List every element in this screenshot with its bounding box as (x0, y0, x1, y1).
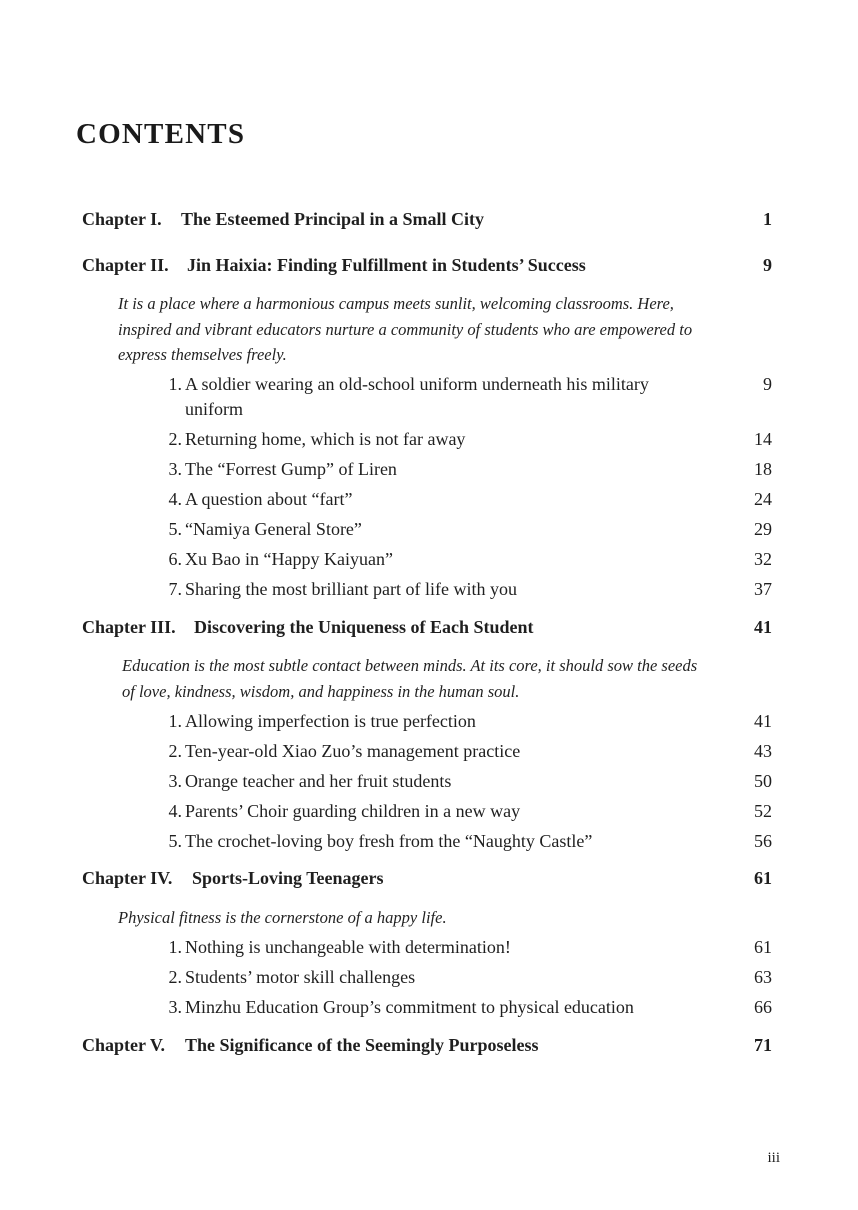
chapter-epigraph: It is a place where a harmonious campus meets sunlit, welcoming classrooms. Here, inspired and vibrant educators nurture a community of students who are empowered to express themselves freely. (118, 294, 693, 364)
chapter-label: Chapter III. (82, 617, 176, 637)
page-number: 1 (763, 209, 772, 229)
section-number: 1. (168, 374, 182, 394)
chapter-label: Chapter IV. (82, 868, 173, 888)
section-number: 5. (168, 831, 182, 851)
section-number: 2. (168, 741, 182, 761)
page-number: 24 (754, 489, 772, 509)
section-number: 4. (168, 489, 182, 509)
section-title: Ten-year-old Xiao Zuo’s management practice (185, 741, 521, 761)
section-title: A soldier wearing an old-school uniform underneath his military uniform (185, 374, 649, 419)
page-number: 41 (754, 617, 772, 637)
section-number: 2. (168, 429, 182, 449)
section-title: Nothing is unchangeable with determination! (185, 937, 511, 957)
section-title: Minzhu Education Group’s commitment to physical education (185, 997, 634, 1017)
page-folio: iii (767, 1150, 780, 1166)
page-number: 63 (754, 967, 772, 987)
section-title: Orange teacher and her fruit students (185, 771, 452, 791)
chapter-title: The Esteemed Principal in a Small City (181, 209, 484, 229)
chapter-label: Chapter I. (82, 209, 162, 229)
chapter-title: Sports-Loving Teenagers (192, 868, 384, 888)
page-number: 56 (754, 831, 772, 851)
chapter-label: Chapter V. (82, 1035, 166, 1055)
page-number: 61 (754, 868, 772, 888)
section-title: Allowing imperfection is true perfection (185, 711, 476, 731)
chapter-title: Jin Haixia: Finding Fulfillment in Students’ Success (187, 255, 586, 275)
page-number: 43 (754, 741, 772, 761)
section-number: 1. (168, 711, 182, 731)
section-title: Sharing the most brilliant part of life with you (185, 579, 517, 599)
section-title: A question about “fart” (185, 489, 353, 509)
page-number: 41 (754, 711, 772, 731)
page-number: 14 (754, 429, 772, 449)
page-number: 9 (763, 255, 772, 275)
chapter-epigraph: Physical fitness is the cornerstone of a happy life. (118, 908, 447, 927)
chapter-title: Discovering the Uniqueness of Each Student (194, 617, 534, 637)
page-number: 18 (754, 459, 772, 479)
section-number: 7. (168, 579, 182, 599)
page-number: 71 (754, 1035, 772, 1055)
page-number: 50 (754, 771, 772, 791)
section-number: 2. (168, 967, 182, 987)
section-title: Parents’ Choir guarding children in a new way (185, 801, 521, 821)
section-number: 1. (168, 937, 182, 957)
page-number: 32 (754, 549, 772, 569)
section-title: The “Forrest Gump” of Liren (185, 459, 397, 479)
chapter-label: Chapter II. (82, 255, 169, 275)
section-number: 3. (168, 459, 182, 479)
chapter-epigraph: Education is the most subtle contact between minds. At its core, it should sow the seeds of love, kindness, wisdom, and happiness in the human soul. (122, 656, 698, 701)
section-title: Xu Bao in “Happy Kaiyuan” (185, 549, 393, 569)
page-number: 37 (754, 579, 772, 599)
section-title: The crochet-loving boy fresh from the “Naughty Castle” (185, 831, 593, 851)
section-number: 3. (168, 997, 182, 1017)
section-title: “Namiya General Store” (185, 519, 362, 539)
section-number: 3. (168, 771, 182, 791)
section-title: Students’ motor skill challenges (185, 967, 416, 987)
page-number: 52 (754, 801, 772, 821)
page-number: 61 (754, 937, 772, 957)
section-number: 4. (168, 801, 182, 821)
section-number: 5. (168, 519, 182, 539)
page-number: 66 (754, 997, 772, 1017)
page-number: 9 (763, 374, 772, 394)
chapter-title: The Significance of the Seemingly Purposeless (185, 1035, 539, 1055)
section-title: Returning home, which is not far away (185, 429, 466, 449)
section-number: 6. (168, 549, 182, 569)
page-title: CONTENTS (76, 118, 246, 150)
page-number: 29 (754, 519, 772, 539)
